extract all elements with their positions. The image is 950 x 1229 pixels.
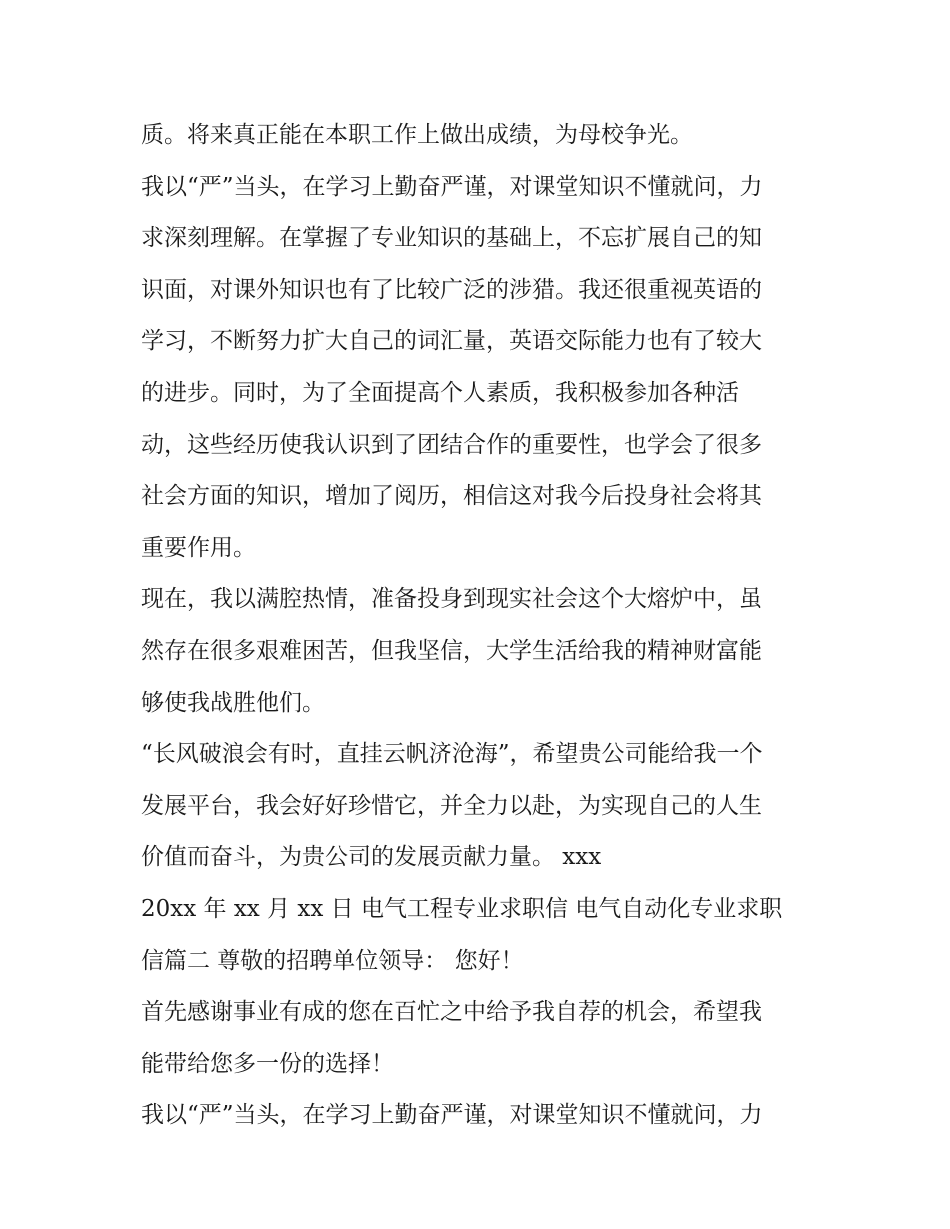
text-line: 发展平台，我会好好珍惜它，并全力以赴，为实现自己的人生	[141, 792, 762, 819]
text-line: 求深刻理解。在掌握了专业知识的基础上，不忘扩展自己的知	[141, 225, 762, 252]
text-line: 够使我战胜他们。	[141, 689, 325, 716]
document-body	[141, 110, 821, 1142]
text-line: 然存在很多艰难困苦，但我坚信，大学生活给我的精神财富能	[141, 637, 762, 664]
text-line: 现在，我以满腔热情，准备投身到现实社会这个大熔炉中，虽	[141, 586, 762, 613]
text-line: 20xx 年 xx 月 xx 日 电气工程专业求职信 电气自动化专业求职	[141, 895, 783, 922]
text-line: 动，这些经历使我认识到了团结合作的重要性，也学会了很多	[141, 431, 762, 458]
text-line: 重要作用。	[141, 534, 256, 561]
text-line: 首先感谢事业有成的您在百忙之中给予我自荐的机会，希望我	[141, 999, 762, 1026]
text-line: 信篇二 尊敬的招聘单位领导： 您好！	[141, 947, 524, 974]
text-line: 质。将来真正能在本职工作上做出成绩，为母校争光。	[141, 122, 693, 148]
text-line: 价值而奋斗，为贵公司的发展贡献力量。 xxx	[141, 844, 602, 871]
text-line: 我以“严”当头，在学习上勤奋严谨，对课堂知识不懂就问，力	[141, 1102, 763, 1129]
text-line: 的进步。同时，为了全面提高个人素质，我积极参加各种活	[141, 379, 739, 406]
text-line: 我以“严”当头，在学习上勤奋严谨，对课堂知识不懂就问，力	[141, 173, 763, 200]
text-line: 识面，对课外知识也有了比较广泛的涉猎。我还很重视英语的	[141, 276, 762, 303]
text-line: 学习，不断努力扩大自己的词汇量，英语交际能力也有了较大	[141, 328, 762, 355]
text-line: “长风破浪会有时，直挂云帆济沧海”，希望贵公司能给我一个	[141, 741, 763, 768]
text-line: 社会方面的知识，增加了阅历，相信这对我今后投身社会将其	[141, 483, 762, 510]
text-line: 能带给您多一份的选择！	[141, 1050, 394, 1077]
